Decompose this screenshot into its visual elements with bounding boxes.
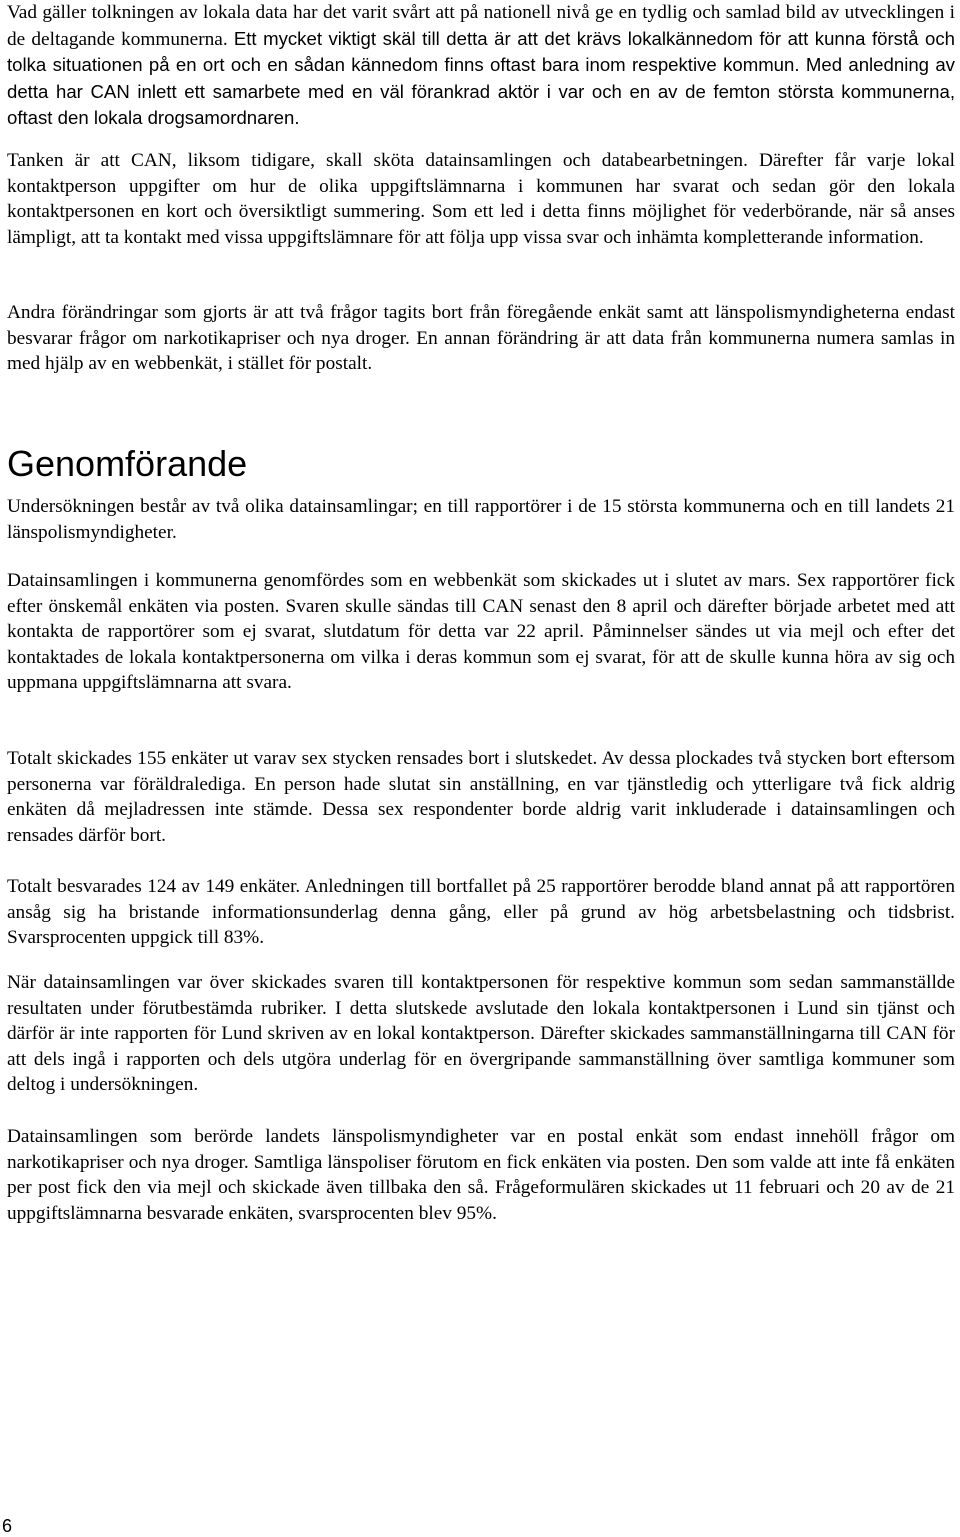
paragraph-police-survey: Datainsamlingen som berörde landets länspolismyndigheter var en postal enkät som endast innehöll frågor om narkotikapriser och nya droger. Samtliga länspoliser förutom en fick enkäten via posten. Den som valde att inte få enkäten per post fick den via mejl och skickade även tillbaka den så. Frågeformulären skickades ut 11 februari och 20 av de 21 uppgiftslämnarna besvarade enkäten, svarsprocenten blev 95%. <box>7 1126 955 1224</box>
text-run: Ett mycket viktigt skäl till detta är att det krävs lokalkännedom för att kunna förstå och tolka situationen på en ort och en sådan kännedom finns oftast bara inom respektive kommun. <box>7 27 955 76</box>
paragraph-compilation: När datainsamlingen var över skickades svaren till kontaktpersonen för respektive kommun som sedan sammanställde resultaten under förutbestämda rubriker. I detta slutskede avslutade den lokala kontaktpersonen i Lund sin tjänst och därför är inte rapporten för Lund skriven av en lokal kontaktperson. Därefter skickades sammanställningarna till CAN för att dels ingå i rapporten och dels utgöra underlag för en övergripande sammanställning över samtliga kommuner som deltog i undersökningen. <box>7 972 955 1096</box>
text-run: Andra förändringar som gjorts är att två frågor tagits bort från föregående enkät samt att länspolismyndigheterna endast besvarar frågor om narkotikapriser och nya droger. En annan förändring är att data från kommunerna numera samlas in med hjälp av en webbenkät, i stället för postalt. <box>7 302 955 375</box>
paragraph-municipal-collection: Datainsamlingen i kommunerna genomfördes som en webbenkät som skickades ut i slutet av mars. Sex rapportörer fick efter önskemål enkäten via posten. Svaren skulle sändas till CAN senast den 8 april och därefter började arbetet med att kontakta de rapportörer som ej svarat, slutdatum för detta var 22 april. Påminnelser sändes ut via mejl och efter det kontaktades de lokala kontaktpersonerna om vilka i deras kommun som ej svarat, för att de skulle kunna höra av sig och uppmana uppgiftslämnarna att svara. <box>7 570 955 694</box>
text-run: Tanken är att CAN, liksom tidigare, skall sköta datainsamlingen och databearbetningen. Därefter får varje lokal kontaktperson uppgifter om hur de olika uppgiftslämnarna i kommunen har svarat och sedan gör den lokala kontaktpersonen en kort och översiktligt summering. Som ett led i detta finns möjlighet för vederbörande, när så anses lämpligt, att ta kontakt med vissa uppgiftslämnare för att följa upp vissa svar och inhämta kompletterande information. <box>7 150 955 248</box>
paragraph-local-interpretation <box>7 0 955 132</box>
section-heading: Genomförande <box>7 443 248 484</box>
paragraph-can-data-collection <box>7 148 955 250</box>
paragraph-surveys-sent: Totalt skickades 155 enkäter ut varav sex stycken rensades bort i slutskedet. Av dessa plockades två stycken bort eftersom personerna var föräldralediga. En person hade slutat sin anställning, en var tjänstledig och ytterligare två fick aldrig enkäten då mejladressen inte stämde. Dessa sex respondenter borde aldrig varit inkluderade i datainsamlingen och rensades därför bort. <box>7 748 955 846</box>
page-number: 6 <box>2 1516 13 1536</box>
paragraph-survey-overview: Undersökningen består av två olika datainsamlingar; en till rapportörer i de 15 största kommunerna och en till landets 21 länspolismyndigheter. <box>7 496 955 543</box>
text-run: Vad gäller tolkningen av lokala data har det varit svårt att på nationell nivå ge en tydlig och samlad bild av utvecklingen i de deltagande kommunerna. <box>7 2 955 50</box>
paragraph-other-changes <box>7 300 955 377</box>
text-run: Med anledning av detta har CAN inlett ett samarbete med en väl förankrad aktör i var och en av de femton största kommunerna, oftast den lokala drogsamordnaren. <box>7 54 955 129</box>
paragraph-response-rate: Totalt besvarades 124 av 149 enkäter. Anledningen till bortfallet på 25 rapportörer berodde bland annat på att rapportören ansåg sig ha bristande informationsunderlag denna gång, eller på grund av hög arbetsbelastning och tidsbrist. Svarsprocenten uppgick till 83%. <box>7 876 955 949</box>
